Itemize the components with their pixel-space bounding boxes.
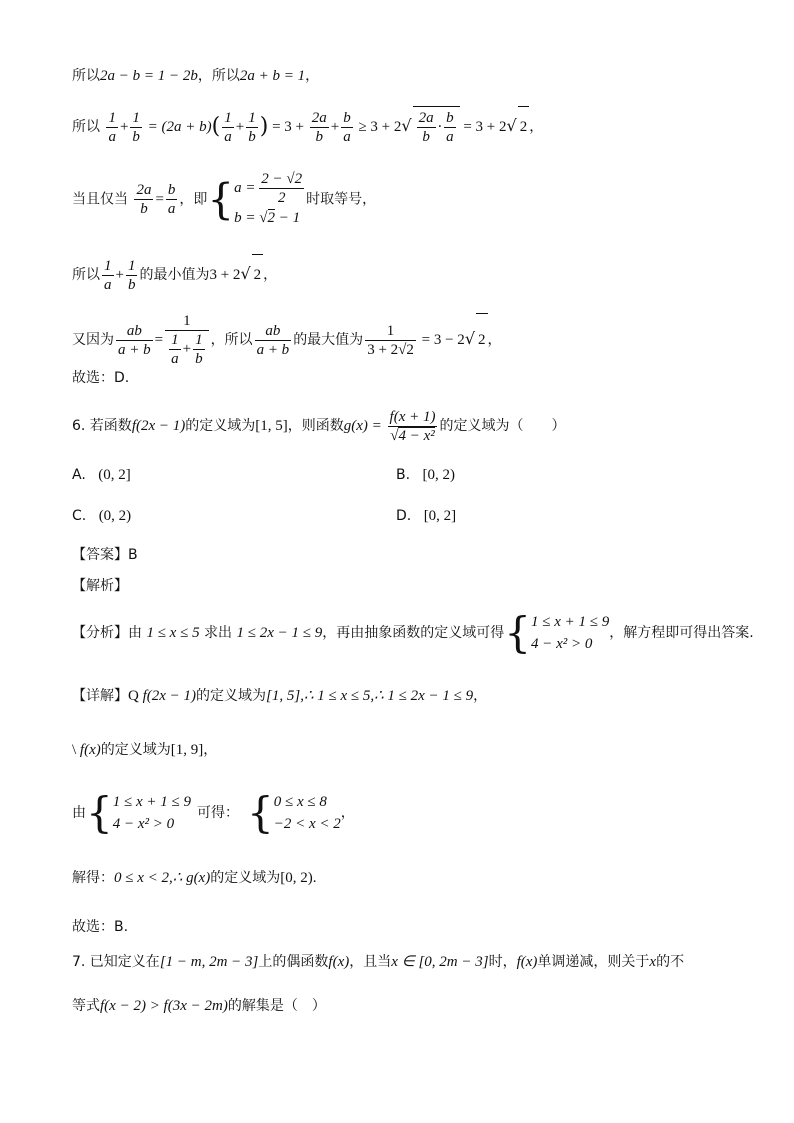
text: 所以	[72, 267, 100, 283]
text: 又因为	[72, 332, 114, 348]
equation: 1 ≤ 2x − 1 ≤ 9	[236, 625, 323, 641]
option-d[interactable]	[396, 508, 456, 525]
option-letter: D.	[396, 508, 412, 524]
fraction: $\frac{1}{b}$	[248, 109, 256, 145]
question-6	[72, 404, 754, 448]
fraction: $\frac{2a}{b}$	[136, 182, 152, 217]
jiexi-line	[72, 576, 754, 596]
equation: 3 + 2	[209, 267, 241, 283]
text: 的定义域为	[210, 870, 281, 886]
system-line: 由{1 ≤ x + 1 ≤ 9 4 − x² > 0可得： {0 ≤ x ≤ 8 −2 < x < 2，	[72, 788, 355, 837]
option-b[interactable]	[396, 467, 455, 484]
equation: g(x)	[186, 870, 211, 886]
solution-line-2: 所以 $\frac{1}{a}$ + $\frac{1}{b}$ = (2a + b)( $\frac{1}{a}$ + $\frac{1}{b}$ ) = 3 + $\frac{2a}{b}$ + $\frac{b}{a}$ ≥ 3 + 2√ $\frac{2a}{b}$ · $\frac{b}{a}$ = 3 + 2√ 2 ，	[72, 106, 754, 147]
equation: [1, 5]	[255, 418, 288, 434]
text: 故选：D.	[72, 370, 130, 386]
text: 的定义域为	[185, 418, 256, 434]
answer-line	[72, 545, 754, 565]
option-value: (0, 2)	[98, 508, 132, 524]
text: 所以	[72, 68, 100, 84]
fraction: $\frac{1}{b}$	[132, 109, 140, 145]
equation: = 3 + 2	[459, 119, 507, 135]
equation: = (2a + b)	[143, 119, 212, 135]
question-number: 6. 若函数	[72, 418, 132, 434]
fraction: $\frac{b}{a}$	[343, 109, 351, 145]
text: ，所以	[197, 68, 240, 84]
equation: [1, 9]	[170, 742, 204, 758]
symbol: \	[72, 742, 80, 758]
equation: [1, 5],∴ 1 ≤ x ≤ 5,∴ 1 ≤ 2x − 1 ≤ 9	[266, 688, 474, 704]
equation: f(2x − 1)	[131, 418, 186, 434]
solution-line-3: 当且仅当 $\frac{2a}{b}$ = $\frac{b}{a}$ ，即{a = $\frac{2 - √2}{2}$ b = √2 − 1时取等号，	[72, 170, 754, 229]
equation: ≥ 3 + 2	[354, 119, 402, 135]
question-7-line-2	[72, 996, 754, 1016]
text: 等式	[72, 998, 100, 1014]
text: ，	[203, 742, 218, 758]
solution-line-4: 所以 $\frac{1}{a}$ + $\frac{1}{b}$ 的最小值为3 + 2√ 2 ，	[72, 254, 754, 295]
fraction: $\frac{1}{a}$	[224, 109, 232, 145]
text: ，再由抽象函数的定义域可得	[322, 625, 505, 641]
fx-domain-line	[72, 740, 754, 760]
equation: f(x)	[79, 742, 101, 758]
fraction: $\frac{1}{3 + 2√2}$	[367, 322, 414, 358]
equation-system: 1 ≤ x + 1 ≤ 9 4 − x² > 0	[530, 614, 610, 652]
solution-line-6	[72, 368, 754, 388]
text: 的最大值为	[293, 332, 364, 348]
answer-label: 【答案】	[72, 547, 128, 563]
text: 解得：	[72, 870, 114, 886]
text: 的解集是（ ）	[227, 998, 326, 1014]
fraction: $\frac{1}{a}$	[104, 257, 112, 293]
fraction: 1 $\frac{1}{a}$ + $\frac{1}{b}$	[165, 312, 208, 368]
text: 的最小值为	[139, 267, 210, 283]
equation-system: 1 ≤ x + 1 ≤ 9 4 − x² > 0	[112, 794, 191, 832]
text: ，	[305, 68, 320, 84]
fraction: $\frac{1}{b}$	[127, 257, 136, 293]
sqrt: $\frac{2a}{b}$ · $\frac{b}{a}$	[413, 106, 460, 147]
option-letter: B.	[396, 467, 411, 483]
equation-system: 0 ≤ x ≤ 8 −2 < x < 2	[273, 794, 341, 832]
text: 可得：	[196, 805, 239, 821]
text: ，	[473, 688, 488, 704]
fraction: $\frac{ab}{a + b}$	[256, 322, 290, 358]
equation: 1 ≤ x ≤ 5	[146, 625, 200, 641]
answer-value: B	[128, 547, 138, 563]
fraction: $\frac{f(x + 1)}{\text{√4 − x²}}$	[389, 408, 436, 444]
option-c[interactable]	[72, 508, 131, 525]
equation: 2a − b = 1 − 2b	[100, 68, 198, 84]
option-a[interactable]	[72, 467, 131, 484]
fraction: $\frac{2a}{b}$	[311, 109, 327, 145]
text: ，解方程即可得出答案.	[609, 625, 754, 641]
text: ，即	[179, 191, 208, 208]
text: ，所以	[210, 332, 253, 348]
equation: f(x)	[328, 954, 350, 970]
equation: f(2x − 1)	[142, 688, 197, 704]
solution-line-1	[72, 66, 754, 86]
text: 所以	[72, 119, 100, 135]
equation: x	[649, 954, 657, 970]
text: ，	[340, 805, 355, 821]
text: ，则函数	[287, 418, 344, 434]
text: 上的偶函数	[258, 954, 329, 970]
text: ，	[263, 267, 278, 283]
option-letter: C.	[72, 508, 87, 524]
question-7-line-1	[72, 952, 754, 972]
text: 的不	[656, 954, 685, 970]
symbol: Q	[128, 688, 143, 704]
text: 单调递减，则关于	[537, 954, 650, 970]
fenxi-line: 【分析】由 1 ≤ x ≤ 5 求出 1 ≤ 2x − 1 ≤ 9，再由抽象函数的定义域可得{1 ≤ x + 1 ≤ 9 4 − x² > 0，解方程即可得出答案.	[72, 608, 754, 657]
text: 故选：B.	[72, 919, 129, 935]
text: 的定义域为	[196, 688, 267, 704]
equation: 2a + b = 1	[239, 68, 306, 84]
solution-result-line	[72, 868, 754, 888]
analysis-label: 【分析】	[72, 625, 128, 641]
solution-line-5: 又因为 $\frac{ab}{a + b}$ = 1 $\frac{1}{a}$ + $\frac{1}{b}$ ，所以 $\frac{ab}{a + b}$ 的最大值为 $\frac{1}{3 + 2√2}$ = 3 − 2√ 2 ，	[72, 313, 502, 367]
equation: = 3 − 2	[417, 332, 465, 348]
text: 由	[72, 805, 86, 821]
equation: f(x)	[516, 954, 538, 970]
equation: f(x − 2) > f(3x − 2m)	[100, 998, 228, 1014]
option-value: [0, 2)	[422, 467, 456, 483]
equation: g(x) =	[343, 418, 386, 434]
text: 由	[128, 625, 147, 641]
text: ，	[487, 332, 502, 348]
option-value: [0, 2]	[423, 508, 457, 524]
option-value: (0, 2]	[98, 467, 131, 483]
fraction: $\frac{1}{a}$	[108, 109, 116, 145]
xiangjie-line	[72, 686, 754, 706]
fraction: $\frac{ab}{a + b}$	[118, 322, 151, 358]
text: 的定义域为（ ）	[439, 418, 566, 434]
fraction: $\frac{b}{a}$	[167, 182, 176, 217]
text: ，	[529, 119, 544, 135]
equation: x ∈ [0, 2m − 3]	[391, 954, 489, 970]
analysis-label: 【解析】	[72, 578, 128, 594]
detail-label: 【详解】	[72, 688, 128, 704]
option-letter: A.	[72, 467, 86, 483]
equation-system: a = $\frac{2 - √2}{2}$ b = √2 − 1	[234, 171, 303, 226]
text: 时，	[488, 954, 517, 970]
text: 时取等号，	[306, 191, 377, 208]
guxuan-line	[72, 917, 754, 937]
equation: = 3 +	[268, 119, 308, 135]
equation: 0 ≤ x < 2,∴	[114, 870, 187, 886]
question-number: 7. 已知定义在	[72, 954, 160, 970]
text: 当且仅当	[72, 191, 128, 208]
text: 的定义域为	[100, 742, 171, 758]
equation: [0, 2).	[280, 870, 317, 886]
equation: [1 − m, 2m − 3]	[159, 954, 259, 970]
text: 求出	[199, 625, 237, 641]
text: ，且当	[349, 954, 392, 970]
